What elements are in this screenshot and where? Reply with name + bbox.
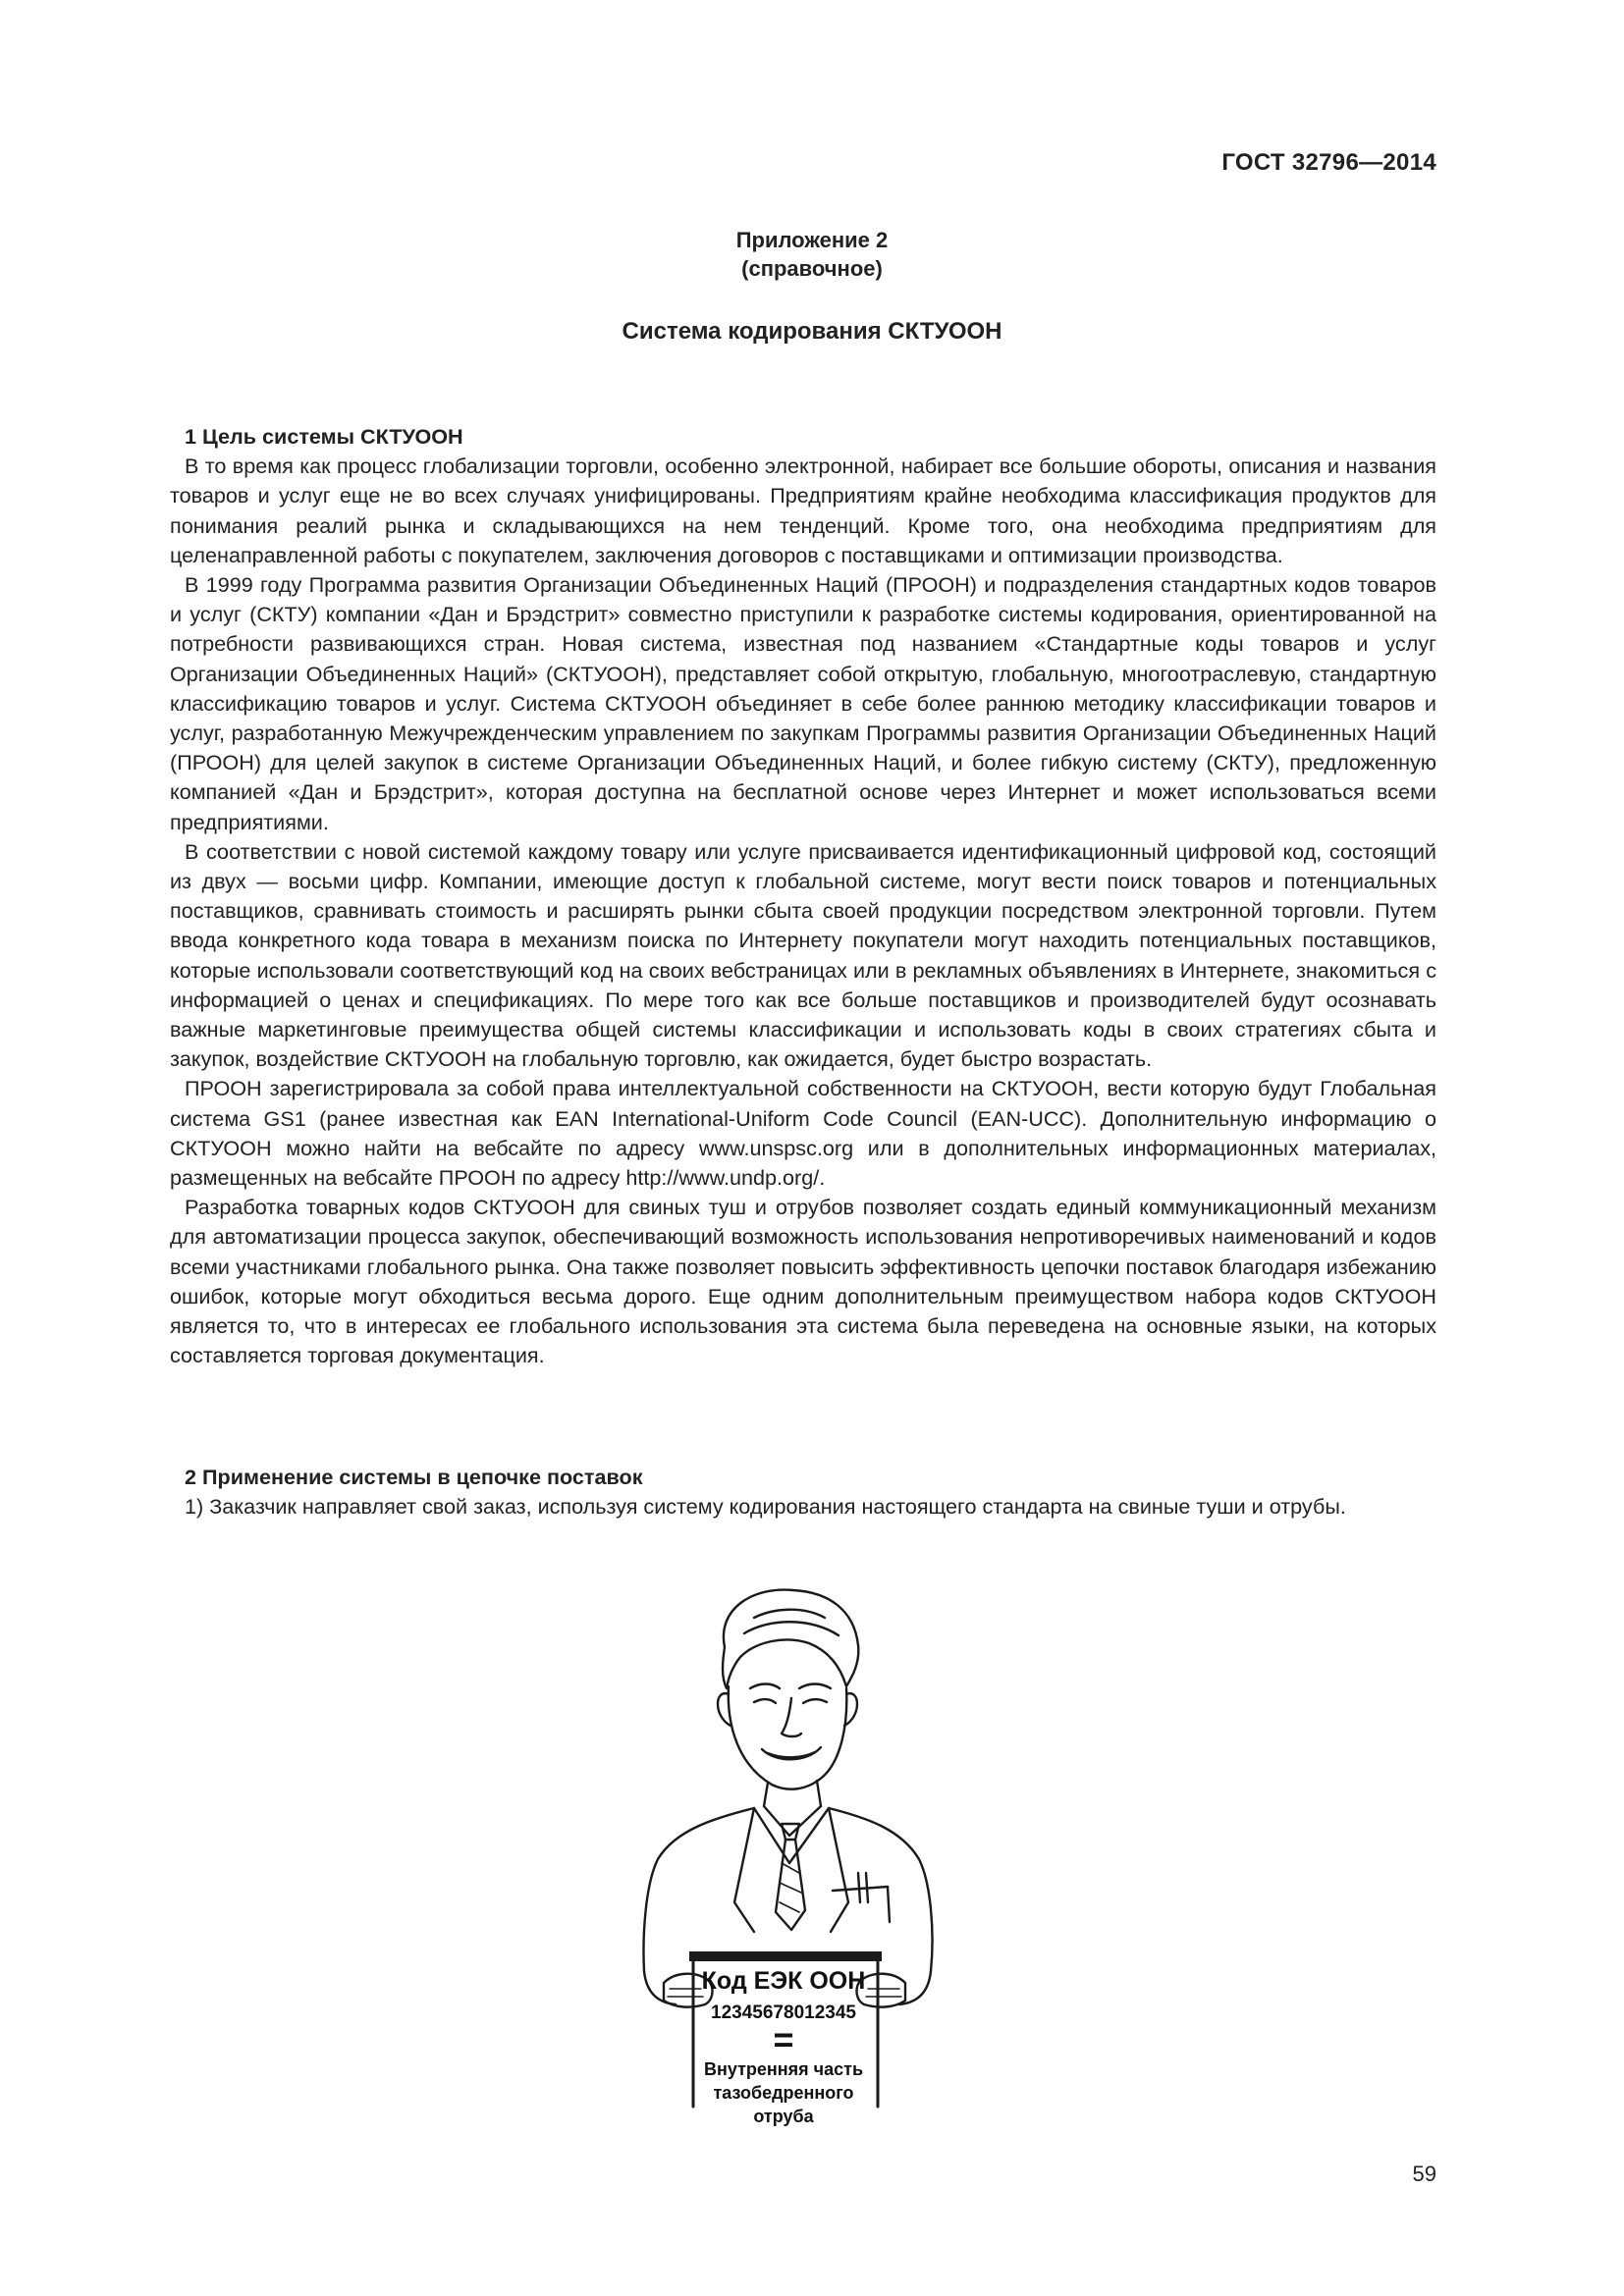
appendix-type: (справочное) — [741, 256, 883, 281]
sign-code: 12345678012345 — [711, 2002, 856, 2023]
paragraph: В то время как процесс глобализации торговли, особенно электронной, набирает все большие обороты, описания и названия товаров и услуг еще не во всех случаях унифицированы. Предприятиям крайне необходима классификация продуктов для понимания реалий рынка и складывающихся на нем тенденций. Кроме того, она необходима предприятиям для целенаправленной работы с покупателем, заключения договоров с поставщиками и оптимизации производства. — [170, 454, 1436, 567]
sign-line-2: тазобедренного — [713, 2083, 854, 2103]
sign-line-1: Внутренняя часть — [703, 2059, 864, 2079]
paragraph: В 1999 году Программа развития Организации Объединенных Наций (ПРООН) и подразделения стандартных кодов товаров и услуг (СКТУ) компании «Дан и Брэдстрит» совместно приступили к разработке системы кодирования, ориентированной на потребности развивающихся стран. Новая система, известная под названием «Стандартные коды товаров и услуг Организации Объединенных Наций» (СКТУООН), представляет собой открытую, глобальную, многоотраслевую, стандартную классификацию товаров и услуг. Система СКТУООН объединяет в себе более раннюю методику классификации товаров и услуг, разработанную Межучрежденческим управлением по закупкам Программы развития Организации Объединенных Наций (ПРООН) для целей закупок в системе Организации Объединенных Наций, и более гибкую систему (СКТУ), предложенную компанией «Дан и Брэдстрит», которая доступна на бесплатной основе через Интернет и может использоваться всеми предприятиями. — [170, 572, 1436, 834]
page-number: 59 — [1412, 2162, 1436, 2186]
section-2-heading: 2 Применение системы в цепочке поставок — [185, 1465, 643, 1489]
section-2 — [170, 1463, 1436, 1522]
paragraph: 1) Заказчик направляет свой заказ, используя систему кодирования настоящего стандарта на свиные туши и отрубы. — [185, 1494, 1346, 1520]
sign-title: Код ЕЭК ООН — [701, 1967, 866, 1995]
paragraph: Разработка товарных кодов СКТУООН для свиных туш и отрубов позволяет создать единый коммуникационный механизм для автоматизации процесса закупок, обеспечивающий возможность использования непротиворечивых наименований и кодов всеми участниками глобального рынка. Она также позволяет повысить эффективность цепочки поставок благодаря избежанию ошибок, которые могут обходиться весьма дорого. Еще одним дополнительным преимуществом набора кодов СКТУООН является то, что в интересах ее глобального использования эта система была переведена на основные языки, на которых составляется торговая документация. — [170, 1195, 1436, 1368]
sign-equals: = — [773, 2019, 794, 2059]
standard-code: ГОСТ 32796—2014 — [1221, 149, 1436, 176]
appendix-number: Приложение 2 — [735, 228, 889, 252]
appendix-label — [0, 226, 1624, 283]
figure-man-with-sign — [607, 1578, 960, 2126]
sign-line-3: отруба — [753, 2107, 814, 2126]
section-1-heading: 1 Цель системы СКТУООН — [185, 424, 463, 449]
section-1 — [170, 422, 1436, 1371]
paragraph: В соответствии с новой системой каждому товару или услуге присваивается идентификационный цифровой код, состоящий из двух — восьми цифр. Компании, имеющие доступ к глобальной системе, могут вести поиск товаров и потенциальных поставщиков, сравнивать стоимость и расширять рынки сбыта своей продукции посредством электронной торговли. Путем ввода конкретного кода товара в механизм поиска по Интернету покупатели могут находить потенциальных поставщиков, которые использовали соответствующий код на своих вебстраницах или в рекламных объявлениях в Интернете, знакомиться с информацией о ценах и спецификациях. По мере того как все больше поставщиков и производителей будут осознавать важные маркетинговые преимущества общей системы классификации и использовать коды в своих стратегиях сбыта и закупок, воздействие СКТУООН на глобальную торговлю, как ожидается, будет быстро возрастать. — [170, 838, 1436, 1072]
paragraph: ПРООН зарегистрировала за собой права интеллектуальной собственности на СКТУООН, вести которую будут Глобальная система GS1 (ранее известная как EAN International-Uniform Code Council (EAN-UCC). Дополнительную информацию о СКТУООН можно найти на вебсайте по адресу www.unspsc.org или в дополнительных информационных материалах, размещенных на вебсайте ПРООН по адресу http://www.undp.org/. — [170, 1076, 1436, 1191]
document-title: Система кодирования СКТУООН — [622, 318, 1002, 345]
